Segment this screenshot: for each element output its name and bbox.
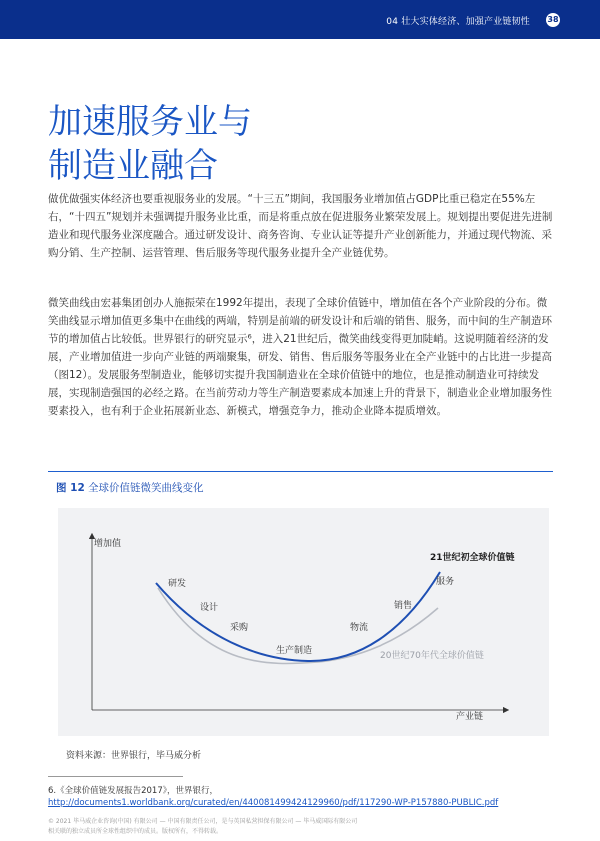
section-title: 04 壮大实体经济、加强产业链韧性 <box>386 17 530 27</box>
footnote-link[interactable]: http://documents1.worldbank.org/curated/en/440081499424129960/pdf/117290-WP-P157880-PUBLIC.pdf <box>48 798 499 808</box>
smile-curve-chart <box>58 508 549 736</box>
footnote-divider <box>48 776 183 777</box>
stage-label-manufacturing: 生产制造 <box>276 646 313 656</box>
header-bar <box>0 0 600 39</box>
copyright-line-1: © 2021 毕马威企业咨询(中国) 有限公司 — 中国有限责任公司，是与英国私营担保有限公司 — 毕马威国际有限公司 <box>48 818 358 825</box>
paragraph-2: 微笑曲线由宏碁集团创办人施振荣在1992年提出，表现了全球价值链中，增加值在各个产业阶段的分布。微笑曲线显示增加值更多集中在曲线的两端，特别是前端的研发设计和后端的销售、服务，而中间的生产制造环节的增加值占比较低。世界银行的研究显示⁶，进入21世纪后，微笑曲线变得更加陡峭。这说明随着经济的发展，产业增加值进一步向产业链的两端聚集，研发、销售、售后服务等服务业在全产业链中的占比进一步提高（图12）。发展服务型制造业，能够切实提升我国制造业在全球价值链中的地位，也是推动制造业可持续发展，实现制造强国的必经之路。在当前劳动力等生产制造要素成本加速上升的背景下，制造业企业增加服务性要素投入，也有利于企业拓展新业态、新模式，增强竞争力，推动企业降本提质增效。 <box>48 297 552 417</box>
figure-label: 图 12 <box>56 482 85 494</box>
chart-svg <box>58 508 549 736</box>
title-line-2: 制造业融合 <box>48 146 218 186</box>
copyright <box>48 817 357 837</box>
figure-source: 资料来源：世界银行，毕马威分析 <box>66 751 202 761</box>
series-label-20th-century: 20世纪70年代全球价值链 <box>380 651 484 661</box>
stage-label-procurement: 采购 <box>230 623 249 633</box>
copyright-line-2: 相关联的独立成员所全球性组织中的成员。版权所有，不得转载。 <box>48 828 223 835</box>
stage-label-rd: 研发 <box>168 579 187 589</box>
figure-title: 全球价值链微笑曲线变化 <box>88 482 204 494</box>
series-label-21st-century: 21世纪初全球价值链 <box>430 553 515 563</box>
paragraph-1: 做优做强实体经济也要重视服务业的发展。“十三五”期间，我国服务业增加值占GDP比重已稳定在55%左右，“十四五”规划并未强调提升服务业比重，而是将重点放在促进服务业繁荣发展上。规划提出要促进先进制造业和现代服务业深度融合。通过研发设计、商务咨询、专业认证等提升产业创新能力，并通过现代物流、采购分销、生产控制、运营管理、售后服务等现代服务业提升全产业链优势。 <box>48 193 553 259</box>
page-number: 38 <box>546 13 560 27</box>
stage-label-sales: 销售 <box>394 601 413 611</box>
x-axis-label: 产业链 <box>456 712 484 722</box>
footnote-text: 6.《全球价值链发展报告2017》，世界银行， <box>48 786 218 796</box>
y-axis-label: 增加值 <box>94 539 122 549</box>
stage-label-logistics: 物流 <box>350 623 369 633</box>
stage-label-service: 服务 <box>436 577 455 587</box>
footnote <box>48 785 498 809</box>
title-line-1: 加速服务业与 <box>48 102 252 142</box>
stage-label-design: 设计 <box>200 603 219 613</box>
figure-divider <box>48 471 553 472</box>
page-title <box>48 100 252 188</box>
